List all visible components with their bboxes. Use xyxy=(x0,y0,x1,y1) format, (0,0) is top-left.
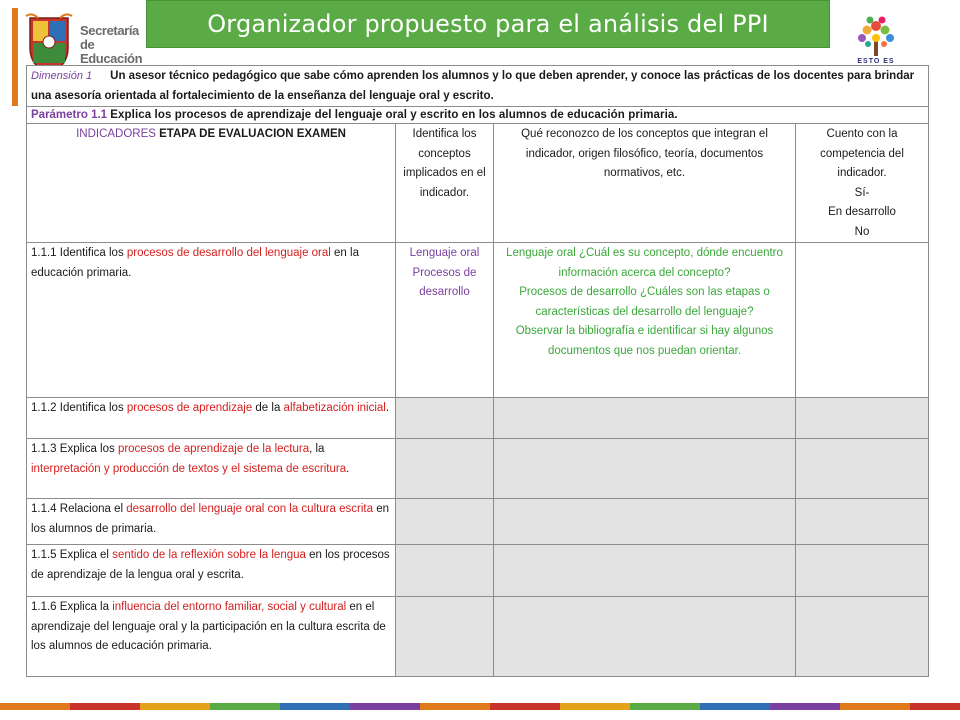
recognition-cell[interactable] xyxy=(494,398,796,439)
competence-option-developing: En desarrollo xyxy=(828,206,896,218)
indicator-cell: 1.1.5 Explica el sentido de la reflexión sobre la lengua en los procesos de aprendizaje de la lengua oral y escrita. xyxy=(27,545,396,597)
competence-cell[interactable] xyxy=(796,597,929,677)
orange-accent-bar xyxy=(12,8,18,106)
secretaria-label: Secretaría de Educación xyxy=(80,23,143,66)
recognition-cell xyxy=(494,243,796,398)
parameter-row xyxy=(27,107,929,124)
recognition-cell[interactable] xyxy=(494,597,796,677)
indicadores-label: INDICADORES xyxy=(76,128,156,140)
footer-color-strip xyxy=(0,703,960,710)
indicator-cell: 1.1.2 Identifica los procesos de aprendizaje de la alfabetización inicial. xyxy=(27,398,396,439)
competence-cell[interactable] xyxy=(796,439,929,499)
page-title: Organizador propuesto para el análisis del PPI xyxy=(207,10,769,38)
indicator-row xyxy=(27,597,929,677)
recognition-cell[interactable] xyxy=(494,439,796,499)
col-header-competence xyxy=(796,124,929,243)
col-header-indicadores xyxy=(27,124,396,243)
note-item: Lenguaje oral ¿Cuál es su concepto, dónde encuentro información acerca del concepto? xyxy=(506,247,783,279)
recognition-cell[interactable] xyxy=(494,499,796,545)
concepts-cell[interactable] xyxy=(396,439,494,499)
indicator-highlight: desarrollo del lenguaje oral con la cultura escrita xyxy=(126,503,374,515)
esto-es-logo xyxy=(848,14,904,68)
tree-icon xyxy=(848,14,904,58)
concept-item: Procesos de desarrollo xyxy=(412,266,477,298)
ppi-organizer-table xyxy=(26,65,929,677)
competence-cell[interactable] xyxy=(796,243,929,398)
concepts-cell xyxy=(396,243,494,398)
dimension-row xyxy=(27,66,929,107)
indicator-highlight: influencia del entorno familiar, social y cultural xyxy=(112,601,347,613)
indicator-row xyxy=(27,439,929,499)
indicator-cell: 1.1.6 Explica la influencia del entorno familiar, social y cultural en el aprendizaje del lenguaje oral y la participación en la cultura escrita de los alumnos de educación primaria. xyxy=(27,597,396,677)
indicator-highlight: procesos de desarrollo del lenguaje oral xyxy=(126,247,331,259)
parameter-cell xyxy=(27,107,929,124)
indicator-row xyxy=(27,243,929,398)
col-header-recognition: Qué reconozco de los conceptos que integran el indicador, origen filosófico, teoría, documentos normativos, etc. xyxy=(494,124,796,243)
dimension-label: Dimensión 1 xyxy=(31,70,93,82)
col-header-concepts: Identifica los conceptos implicados en el indicador. xyxy=(396,124,494,243)
column-header-row xyxy=(27,124,929,243)
indicator-cell: 1.1.1 Identifica los procesos de desarrollo del lenguaje oral en la educación primaria. xyxy=(27,243,396,398)
competence-question: Cuento con la competencia del indicador. xyxy=(820,128,904,179)
indicator-highlight: procesos de aprendizaje xyxy=(126,402,253,414)
note-item: Observar la bibliografía e identificar si hay algunos documentos que nos puedan orientar. xyxy=(515,325,774,357)
indicator-row xyxy=(27,545,929,597)
dimension-cell xyxy=(27,66,929,107)
indicator-row xyxy=(27,398,929,439)
concepts-cell[interactable] xyxy=(396,398,494,439)
indicator-row xyxy=(27,499,929,545)
competence-cell[interactable] xyxy=(796,398,929,439)
concept-item: Lenguaje oral xyxy=(409,247,480,259)
indicator-highlight: sentido de la reflexión sobre la lengua xyxy=(112,549,306,561)
concepts-cell[interactable] xyxy=(396,545,494,597)
indicator-cell: 1.1.3 Explica los procesos de aprendizaje de la lectura, la interpretación y producción de textos y el sistema de escritura. xyxy=(27,439,396,499)
competence-option-yes: Sí- xyxy=(854,186,870,199)
title-banner xyxy=(146,0,830,48)
esto-es-caption: ESTO ES xyxy=(857,58,895,65)
indicator-highlight: alfabetización inicial xyxy=(283,402,386,414)
competence-cell[interactable] xyxy=(796,545,929,597)
competence-cell[interactable] xyxy=(796,499,929,545)
concepts-cell[interactable] xyxy=(396,597,494,677)
indicator-highlight: interpretación y producción de textos y el sistema de escritura xyxy=(31,462,347,475)
note-item: Procesos de desarrollo ¿Cuáles son las etapas o características del desarrollo del lenguaje? xyxy=(519,286,770,318)
recognition-cell[interactable] xyxy=(494,545,796,597)
dimension-text: Un asesor técnico pedagógico que sabe cómo aprenden los alumnos y lo que deben aprender, y conoce las prácticas de los docentes para brindar una asesoría orientada al fortalecimiento de la enseñanza del lenguaje oral y escrito. xyxy=(31,70,915,102)
concepts-cell[interactable] xyxy=(396,499,494,545)
parameter-label: Parámetro 1.1 xyxy=(31,109,108,121)
indicator-cell: 1.1.4 Relaciona el desarrollo del lenguaje oral con la cultura escrita en los alumnos de primaria. xyxy=(27,499,396,545)
etapa-label: ETAPA DE EVALUACION EXAMEN xyxy=(159,128,346,140)
parameter-text: Explica los procesos de aprendizaje del lenguaje oral y escrito en los alumnos de educación primaria. xyxy=(110,109,678,121)
indicator-highlight: procesos de aprendizaje de la lectura xyxy=(117,443,310,455)
competence-option-no: No xyxy=(854,225,870,238)
